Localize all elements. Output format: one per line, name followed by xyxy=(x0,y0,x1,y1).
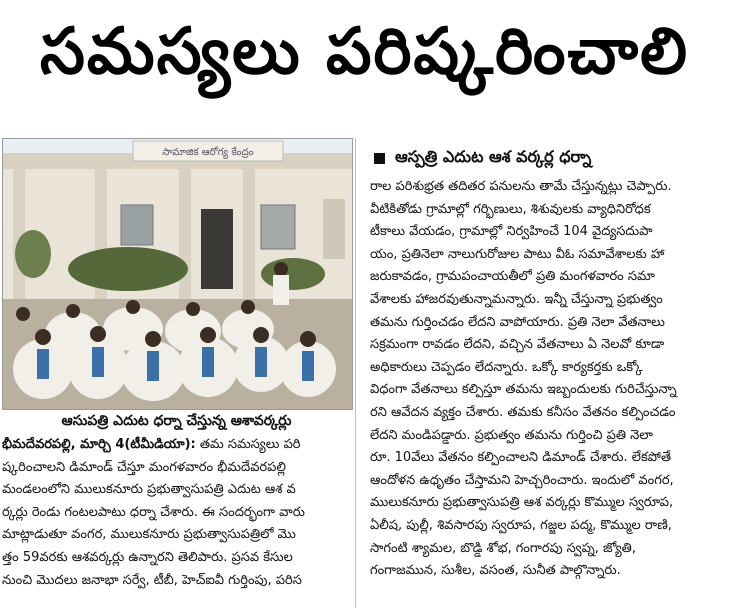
article-line: నుంచి మొదలు జనాభా సర్వే, టీబీ, హెచ్ఐవీ గుర్తింపు, పరిస xyxy=(2,572,302,588)
news-photo xyxy=(2,138,353,410)
headline: సమస్యలు పరిష్కరించాలి xyxy=(39,14,690,89)
building-sign: సామాజిక ఆరోగ్య కేంద్రం xyxy=(162,147,254,158)
subheadline-text: ఆస్పత్రి ఎదుట ఆశ వర్కర్ల ధర్నా xyxy=(395,146,592,166)
article-line: ఆందోళన ఉధృతం చేస్తామని హెచ్చరించారు. ఇందులో వంగర, xyxy=(370,472,674,488)
article-line xyxy=(2,434,351,457)
article-line: సాగంటి శ్యామల, బొడ్డి శోభ, గంగారపు స్వప్న, జ్యోతి, xyxy=(370,540,636,556)
dateline: భీమదేవరపల్లి, మార్చి 4(టీమీడియా): xyxy=(2,437,196,452)
article-line: వేశాలకు హాజరవుతున్నామన్నారు. ఇన్నీ చేస్తున్నా ప్రభుత్వం xyxy=(370,291,663,307)
article-line: రని ఆవేదన వ్యక్తం చేశారు. తమకు కనీసం వేతనం కల్పించడం xyxy=(370,404,676,420)
subheadline xyxy=(374,144,729,172)
article-line: మండలంలోని ములుకనూరు ప్రభుత్వాసుపత్రి ఎదుట ఆశ వ xyxy=(2,482,296,498)
article-left-column xyxy=(2,434,351,592)
article-line: అధికారులు చెప్పడం లేదన్నారు. ఒక్కో కార్యకర్తకు ఒక్కో xyxy=(370,359,643,375)
article-line: టీకాలు వేయడం, గ్రామాల్లో నిర్వహించే 104 వైద్యసదుపా xyxy=(370,224,653,240)
article-line: లేదని మండిపడ్డారు. ప్రభుత్వం తమను గుర్తించి ప్రతి నెలా xyxy=(370,427,653,443)
article-right-column xyxy=(370,176,727,583)
article-line: ములుకనూరు ప్రభుత్వాసుపత్రి ఆశ వర్కర్లు కొమ్ముల స్వరూప, xyxy=(370,495,674,511)
article-line: యం, ప్రతినెలా నాలుగురోజుల పాటు వీఓ సమావేశాలకు హా xyxy=(370,246,665,262)
article-line: ష్కరించాలని డిమాండ్ చేస్తూ మంగళవారం భీమదేవరపల్లి xyxy=(2,459,286,475)
article-line: తమను గుర్తించడం లేదని వాపోయారు. ప్రతి నెలా వేతనాలు xyxy=(370,314,665,330)
article-line: గంగాజమున, సుశీల, వసంత, సునీత పాల్గొన్నారు. xyxy=(370,563,621,579)
article-line: రూ. 10వేలు వేతనం కల్పించాలని డిమాండ్ చేశారు. లేకపోతే xyxy=(370,450,672,466)
article-line: వీటికితోడు గ్రామాల్లో గర్భిణులు, శిశువులకు వ్యాధినిరోధక xyxy=(370,201,651,217)
article-line-rest: తమ సమస్యలు పరి xyxy=(195,437,301,452)
article-line: రాల పరిశుభ్రత తదితర పనులను తామే చేస్తున్నట్లు చెప్పారు. xyxy=(370,179,672,194)
column-divider xyxy=(355,138,356,608)
article-line: జరుకావడం, గ్రామపంచాయతీలో ప్రతి మంగళవారం సమా xyxy=(370,269,655,285)
article-line: ఏలీష, పుల్లీ, శివసారపు స్వరూప, గజ్జల పద్మ, కొమ్ముల రాణి, xyxy=(370,517,672,533)
article-line: విధంగా వేతనాలు కల్పిస్తూ తమను ఇబ్బందులకు గురిచేస్తున్నా xyxy=(370,382,677,398)
article-line: ర్కర్లు రెండు గంటలపాటు ధర్నా చేశారు. ఈ సందర్భంగా వారు xyxy=(2,504,305,520)
article-line: త్తం 59వరకు ఆశవర్కర్లు ఉన్నారని తెలిపారు. ప్రసవ కేసుల xyxy=(2,549,293,565)
article-line: మాట్లాడుతూ వంగర, ములుకనూరు ప్రభుత్వాసుపత్రిలో మొ xyxy=(2,527,296,543)
bullet-square-icon xyxy=(374,153,385,164)
photo-caption: ఆసుపత్రి ఎదుట ధర్నా చేస్తున్న ఆశావర్కర్లు xyxy=(61,413,292,429)
article-line: సక్రమంగా రావడం లేదని, వచ్చిన వేతనాలు ఏ నెలవో కూడా xyxy=(370,337,665,353)
